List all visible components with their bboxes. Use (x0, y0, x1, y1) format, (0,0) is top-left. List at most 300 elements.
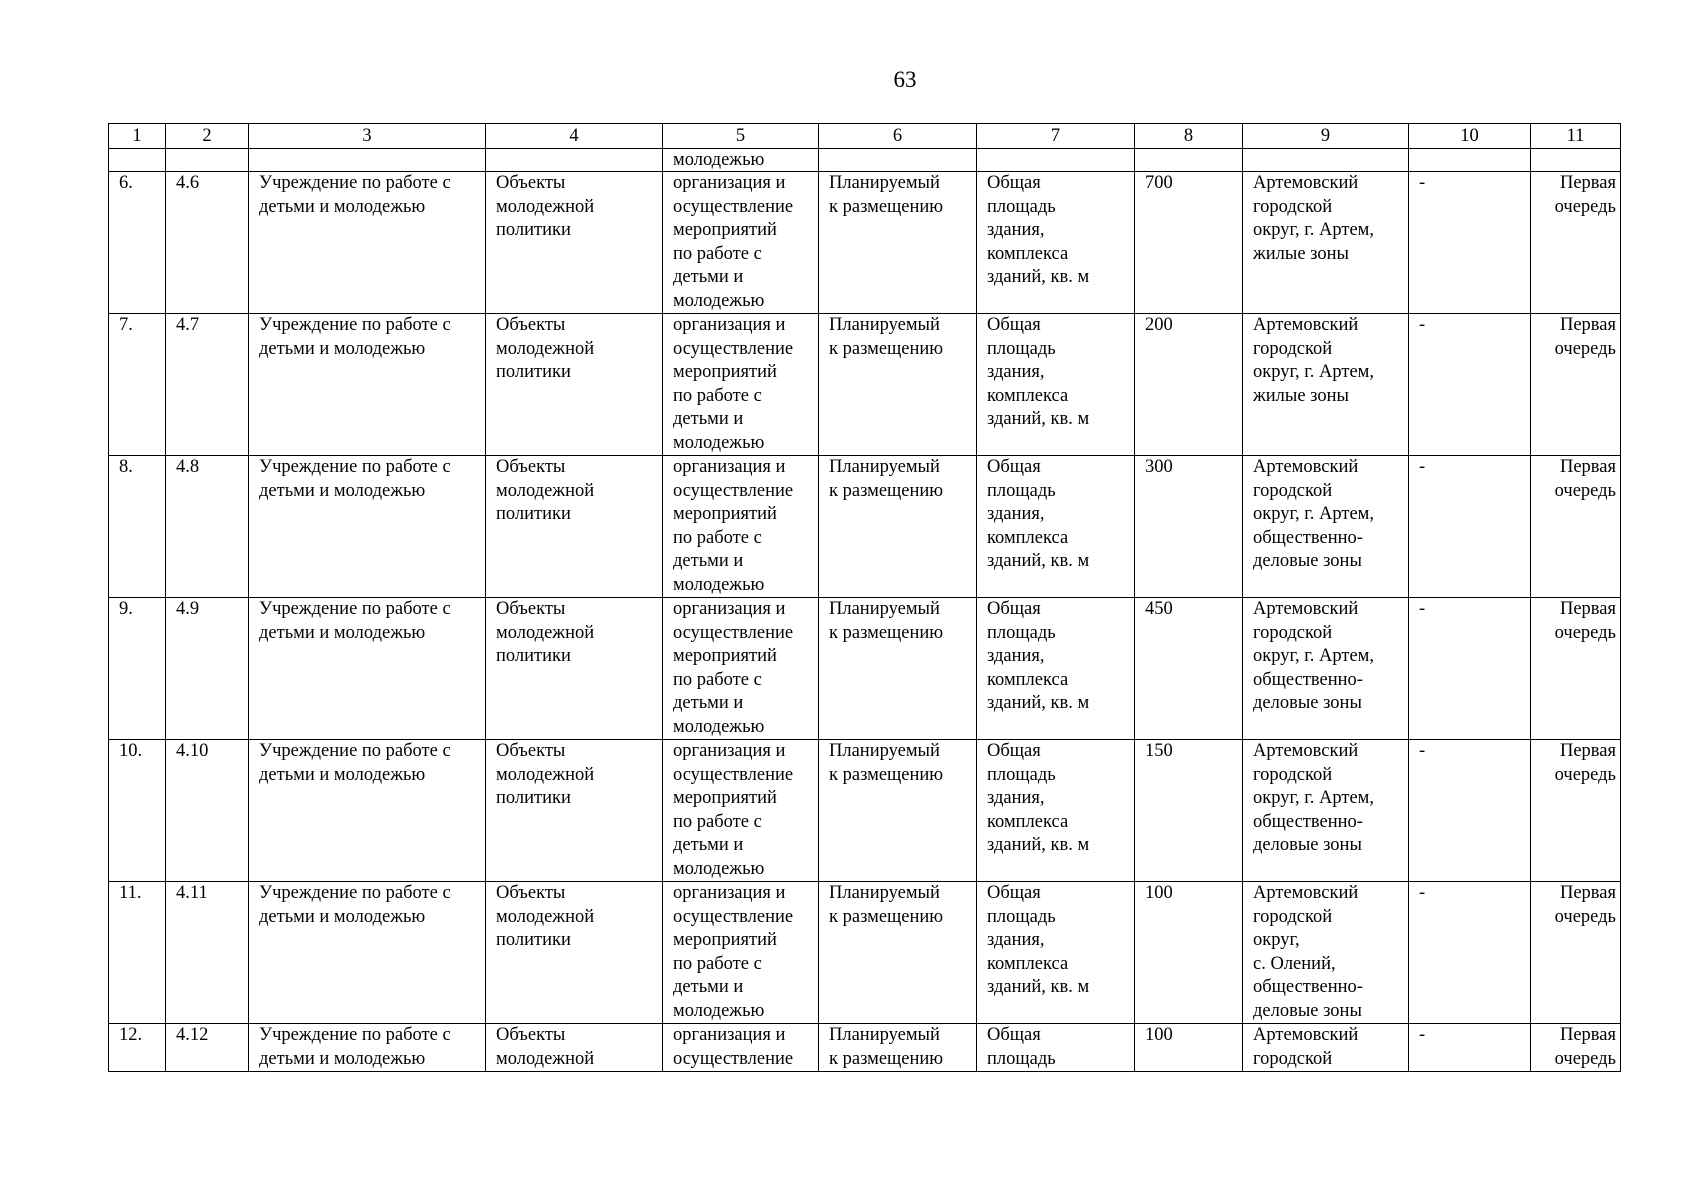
cell-location (1243, 882, 1409, 1024)
cell-line: деловые зоны (1253, 835, 1362, 855)
cell-line: - (1419, 315, 1426, 335)
column-number-1: 1 (109, 124, 166, 149)
continuation-cell-9 (1243, 149, 1409, 172)
cell-purpose (663, 1024, 819, 1072)
cell-line: политики (496, 930, 571, 950)
cell-line: мероприятий (673, 504, 777, 524)
cell-line: 300 (1145, 457, 1173, 477)
cell-line: мероприятий (673, 220, 777, 240)
cell-line: комплекса (987, 385, 1069, 406)
cell-line: мероприятий (673, 930, 777, 950)
cell-line: очередь (1554, 1048, 1616, 1069)
cell-line: очередь (1554, 764, 1616, 785)
cell-line: деловые зоны (1253, 693, 1362, 713)
cell-line: 10. (119, 741, 143, 761)
cell-line: здания, (987, 504, 1045, 524)
cell-line: по работе с (673, 953, 762, 974)
cell-object-code (166, 456, 249, 598)
cell-line: Общая (987, 599, 1041, 619)
cell-object-name (249, 456, 486, 598)
cell-line: Первая (1559, 1025, 1616, 1045)
cell-line: молодежной (496, 906, 595, 927)
cell-object-name (249, 882, 486, 1024)
cell-line: Учреждение по работе с (259, 173, 451, 193)
cell-line: организация и (673, 173, 786, 193)
cell-line: Артемовский (1253, 173, 1359, 193)
cell-line: Артемовский (1253, 883, 1359, 903)
cell-line: городской (1253, 1048, 1333, 1069)
cell-line: детьми и молодежью (259, 764, 426, 785)
cell-characteristic (977, 172, 1135, 314)
cell-line: округ, (1253, 930, 1300, 950)
cell-line: организация и (673, 1025, 786, 1045)
cell-line: детьми и (673, 409, 744, 429)
cell-line: Первая (1559, 883, 1616, 903)
cell-stage (1531, 456, 1621, 598)
cell-purpose (663, 314, 819, 456)
cell-line: Учреждение по работе с (259, 315, 451, 335)
cell-line: зданий, кв. м (987, 835, 1090, 855)
cell-line: жилые зоны (1253, 385, 1349, 406)
cell-line: 11. (119, 883, 142, 903)
table-row (109, 1024, 1621, 1072)
cell-purpose (663, 172, 819, 314)
cell-line: молодежной (496, 196, 595, 217)
cell-line: молодежью (673, 1000, 765, 1021)
cell-line: организация и (673, 315, 786, 335)
cell-line: осуществление (673, 338, 794, 359)
cell-line: 150 (1145, 741, 1173, 761)
cell-line: по работе с (673, 811, 762, 832)
cell-line: - (1419, 883, 1426, 903)
cell-line: детьми и молодежью (259, 622, 426, 643)
cell-zone-note (1409, 1024, 1531, 1072)
cell-line: Общая (987, 883, 1041, 903)
cell-line: Общая (987, 457, 1041, 477)
cell-line: с. Олений, (1253, 953, 1336, 974)
cell-line: организация и (673, 457, 786, 477)
cell-line: Первая (1559, 599, 1616, 619)
cell-line: 4.9 (176, 599, 200, 619)
cell-line: здания, (987, 362, 1045, 382)
cell-line: мероприятий (673, 362, 777, 382)
cell-line: городской (1253, 480, 1333, 501)
cell-line: Первая (1559, 457, 1616, 477)
cell-line: молодежью (673, 150, 765, 170)
cell-line: Первая (1559, 173, 1616, 193)
cell-zone-note (1409, 314, 1531, 456)
cell-line: городской (1253, 196, 1333, 217)
cell-stage (1531, 1024, 1621, 1072)
cell-line: 450 (1145, 599, 1173, 619)
cell-line: политики (496, 646, 571, 666)
cell-line: 9. (119, 599, 133, 619)
cell-line: Планируемый (829, 457, 940, 477)
cell-line: Объекты (496, 599, 566, 619)
cell-row-number (109, 882, 166, 1024)
page-number: 63 (893, 67, 917, 92)
cell-line: Учреждение по работе с (259, 457, 451, 477)
cell-object-code (166, 740, 249, 882)
column-number-3: 3 (249, 124, 486, 149)
cell-line: осуществление (673, 196, 794, 217)
cell-line: - (1419, 457, 1426, 477)
continuation-cell-6 (819, 149, 977, 172)
cell-line: осуществление (673, 622, 794, 643)
cell-line: деловые зоны (1253, 1000, 1362, 1021)
cell-line: Объекты (496, 173, 566, 193)
cell-zone-note (1409, 882, 1531, 1024)
continuation-cell-1 (109, 149, 166, 172)
cell-value (1135, 740, 1243, 882)
cell-value (1135, 882, 1243, 1024)
cell-status (819, 314, 977, 456)
cell-line: молодежной (496, 622, 595, 643)
cell-object-type (486, 882, 663, 1024)
cell-line: осуществление (673, 906, 794, 927)
column-number-8: 8 (1135, 124, 1243, 149)
cell-line: здания, (987, 220, 1045, 240)
cell-line: Учреждение по работе с (259, 883, 451, 903)
cell-location (1243, 314, 1409, 456)
cell-line: Планируемый (829, 741, 940, 761)
cell-line: Объекты (496, 315, 566, 335)
cell-characteristic (977, 882, 1135, 1024)
cell-line: Учреждение по работе с (259, 1025, 451, 1045)
cell-value (1135, 598, 1243, 740)
cell-line: комплекса (987, 669, 1069, 690)
cell-line: молодежной (496, 338, 595, 359)
cell-line: осуществление (673, 480, 794, 501)
cell-characteristic (977, 1024, 1135, 1072)
cell-line: к размещению (829, 480, 944, 501)
cell-line: Артемовский (1253, 315, 1359, 335)
cell-line: к размещению (829, 622, 944, 643)
cell-line: округ, г. Артем, (1253, 788, 1374, 808)
cell-line: политики (496, 504, 571, 524)
cell-line: 4.11 (176, 883, 208, 903)
cell-object-name (249, 172, 486, 314)
cell-line: политики (496, 362, 571, 382)
cell-object-type (486, 172, 663, 314)
cell-line: очередь (1554, 622, 1616, 643)
cell-location (1243, 598, 1409, 740)
cell-line: - (1419, 173, 1426, 193)
cell-line: комплекса (987, 811, 1069, 832)
cell-line: Объекты (496, 1025, 566, 1045)
cell-line: городской (1253, 906, 1333, 927)
cell-line: политики (496, 220, 571, 240)
cell-line: Общая (987, 315, 1041, 335)
cell-line: молодежью (673, 432, 765, 453)
cell-line: детьми и молодежью (259, 196, 426, 217)
cell-line: комплекса (987, 243, 1069, 264)
continuation-cell-11 (1531, 149, 1621, 172)
cell-line: площадь (987, 480, 1056, 501)
cell-line: Артемовский (1253, 741, 1359, 761)
cell-line: к размещению (829, 338, 944, 359)
cell-line: мероприятий (673, 788, 777, 808)
cell-row-number (109, 172, 166, 314)
cell-line: по работе с (673, 527, 762, 548)
cell-line: площадь (987, 1048, 1056, 1069)
cell-line: по работе с (673, 385, 762, 406)
cell-object-code (166, 172, 249, 314)
cell-line: общественно- (1253, 669, 1363, 690)
cell-line: детьми и (673, 267, 744, 287)
cell-object-type (486, 1024, 663, 1072)
cell-line: осуществление (673, 1048, 794, 1069)
cell-object-code (166, 1024, 249, 1072)
cell-purpose (663, 882, 819, 1024)
cell-line: 100 (1145, 883, 1173, 903)
cell-line: по работе с (673, 669, 762, 690)
cell-line: детьми и молодежью (259, 338, 426, 359)
cell-row-number (109, 314, 166, 456)
cell-line: Объекты (496, 457, 566, 477)
cell-object-type (486, 740, 663, 882)
cell-line: площадь (987, 906, 1056, 927)
cell-line: округ, г. Артем, (1253, 220, 1374, 240)
cell-value (1135, 172, 1243, 314)
column-number-2: 2 (166, 124, 249, 149)
cell-line: Первая (1559, 741, 1616, 761)
table-row (109, 598, 1621, 740)
continuation-cell-4 (486, 149, 663, 172)
column-number-7: 7 (977, 124, 1135, 149)
cell-zone-note (1409, 598, 1531, 740)
cell-line: Планируемый (829, 315, 940, 335)
cell-line: детьми и (673, 551, 744, 571)
continuation-cell-10 (1409, 149, 1531, 172)
cell-characteristic (977, 314, 1135, 456)
continuation-cell-8 (1135, 149, 1243, 172)
cell-line: очередь (1554, 196, 1616, 217)
column-number-row (109, 124, 1621, 149)
cell-line: детьми и молодежью (259, 906, 426, 927)
cell-line: молодежной (496, 1048, 595, 1069)
cell-location (1243, 740, 1409, 882)
cell-line: 4.10 (176, 741, 209, 761)
table-row (109, 172, 1621, 314)
continuation-cell-3 (249, 149, 486, 172)
cell-line: площадь (987, 764, 1056, 785)
cell-stage (1531, 882, 1621, 1024)
cell-line: 4.12 (176, 1025, 209, 1045)
cell-line: здания, (987, 646, 1045, 666)
cell-line: городской (1253, 764, 1333, 785)
cell-object-type (486, 314, 663, 456)
cell-zone-note (1409, 740, 1531, 882)
cell-line: 12. (119, 1025, 143, 1045)
cell-line: к размещению (829, 1048, 944, 1069)
cell-status (819, 172, 977, 314)
cell-line: 4.7 (176, 315, 200, 335)
cell-line: 6. (119, 173, 133, 193)
cell-line: городской (1253, 338, 1333, 359)
column-number-4: 4 (486, 124, 663, 149)
cell-line: 200 (1145, 315, 1173, 335)
cell-object-name (249, 1024, 486, 1072)
cell-line: молодежью (673, 858, 765, 879)
cell-line: организация и (673, 741, 786, 761)
cell-line: по работе с (673, 243, 762, 264)
cell-line: округ, г. Артем, (1253, 646, 1374, 666)
continuation-cell-7 (977, 149, 1135, 172)
continuation-row (109, 149, 1621, 172)
cell-line: площадь (987, 196, 1056, 217)
cell-row-number (109, 598, 166, 740)
cell-line: детьми и (673, 835, 744, 855)
cell-line: Учреждение по работе с (259, 741, 451, 761)
cell-line: Артемовский (1253, 599, 1359, 619)
cell-line: Общая (987, 173, 1041, 193)
continuation-cell-5 (663, 149, 819, 172)
cell-object-code (166, 314, 249, 456)
cell-line: Планируемый (829, 599, 940, 619)
cell-object-type (486, 598, 663, 740)
cell-line: площадь (987, 622, 1056, 643)
cell-location (1243, 1024, 1409, 1072)
cell-line: осуществление (673, 764, 794, 785)
cell-line: к размещению (829, 764, 944, 785)
cell-row-number (109, 1024, 166, 1072)
cell-line: 100 (1145, 1025, 1173, 1045)
cell-purpose (663, 740, 819, 882)
cell-status (819, 1024, 977, 1072)
cell-line: общественно- (1253, 527, 1363, 548)
cell-line: Объекты (496, 741, 566, 761)
objects-table (108, 123, 1621, 1072)
cell-row-number (109, 740, 166, 882)
cell-status (819, 456, 977, 598)
cell-line: молодежной (496, 480, 595, 501)
cell-line: организация и (673, 883, 786, 903)
cell-status (819, 882, 977, 1024)
cell-line: Планируемый (829, 883, 940, 903)
cell-line: зданий, кв. м (987, 267, 1090, 287)
cell-object-name (249, 740, 486, 882)
cell-line: молодежью (673, 574, 765, 595)
cell-value (1135, 456, 1243, 598)
cell-line: площадь (987, 338, 1056, 359)
cell-line: зданий, кв. м (987, 977, 1090, 997)
continuation-cell-2 (166, 149, 249, 172)
cell-stage (1531, 314, 1621, 456)
cell-characteristic (977, 598, 1135, 740)
cell-line: 7. (119, 315, 133, 335)
column-number-11: 11 (1531, 124, 1621, 149)
cell-stage (1531, 172, 1621, 314)
cell-status (819, 740, 977, 882)
cell-line: Артемовский (1253, 1025, 1359, 1045)
cell-purpose (663, 598, 819, 740)
cell-line: - (1419, 599, 1426, 619)
cell-line: Общая (987, 1025, 1041, 1045)
cell-line: округ, г. Артем, (1253, 504, 1374, 524)
cell-line: 4.8 (176, 457, 200, 477)
cell-line: детьми и (673, 693, 744, 713)
cell-line: округ, г. Артем, (1253, 362, 1374, 382)
cell-line: политики (496, 788, 571, 808)
cell-line: зданий, кв. м (987, 693, 1090, 713)
cell-line: детьми и молодежью (259, 480, 426, 501)
cell-line: комплекса (987, 527, 1069, 548)
column-number-6: 6 (819, 124, 977, 149)
cell-object-name (249, 598, 486, 740)
cell-stage (1531, 598, 1621, 740)
cell-zone-note (1409, 456, 1531, 598)
cell-line: очередь (1554, 480, 1616, 501)
cell-line: зданий, кв. м (987, 409, 1090, 429)
cell-line: очередь (1554, 338, 1616, 359)
cell-characteristic (977, 456, 1135, 598)
cell-purpose (663, 456, 819, 598)
cell-line: Первая (1559, 315, 1616, 335)
table-row (109, 314, 1621, 456)
cell-stage (1531, 740, 1621, 882)
cell-line: очередь (1554, 906, 1616, 927)
cell-line: Планируемый (829, 173, 940, 193)
cell-line: молодежью (673, 716, 765, 737)
column-number-5: 5 (663, 124, 819, 149)
table-row (109, 882, 1621, 1024)
cell-status (819, 598, 977, 740)
cell-line: жилые зоны (1253, 243, 1349, 264)
cell-value (1135, 1024, 1243, 1072)
cell-zone-note (1409, 172, 1531, 314)
cell-value (1135, 314, 1243, 456)
cell-line: молодежью (673, 290, 765, 311)
cell-line: общественно- (1253, 977, 1363, 997)
column-number-10: 10 (1409, 124, 1531, 149)
cell-line: - (1419, 741, 1426, 761)
cell-line: Общая (987, 741, 1041, 761)
table-body (109, 124, 1621, 1072)
cell-location (1243, 172, 1409, 314)
cell-line: комплекса (987, 953, 1069, 974)
cell-line: 4.6 (176, 173, 200, 193)
cell-line: Объекты (496, 883, 566, 903)
cell-line: Учреждение по работе с (259, 599, 451, 619)
cell-line: здания, (987, 788, 1045, 808)
cell-line: зданий, кв. м (987, 551, 1090, 571)
cell-line: мероприятий (673, 646, 777, 666)
cell-line: Планируемый (829, 1025, 940, 1045)
cell-line: к размещению (829, 196, 944, 217)
column-number-9: 9 (1243, 124, 1409, 149)
cell-characteristic (977, 740, 1135, 882)
cell-object-name (249, 314, 486, 456)
cell-line: детьми и молодежью (259, 1048, 426, 1069)
table-row (109, 740, 1621, 882)
cell-line: 8. (119, 457, 133, 477)
cell-object-type (486, 456, 663, 598)
cell-line: молодежной (496, 764, 595, 785)
cell-line: городской (1253, 622, 1333, 643)
cell-row-number (109, 456, 166, 598)
cell-line: Артемовский (1253, 457, 1359, 477)
table-row (109, 456, 1621, 598)
cell-line: 700 (1145, 173, 1173, 193)
cell-line: к размещению (829, 906, 944, 927)
cell-line: здания, (987, 930, 1045, 950)
cell-line: детьми и (673, 977, 744, 997)
cell-line: организация и (673, 599, 786, 619)
cell-line: - (1419, 1025, 1426, 1045)
cell-object-code (166, 882, 249, 1024)
cell-location (1243, 456, 1409, 598)
